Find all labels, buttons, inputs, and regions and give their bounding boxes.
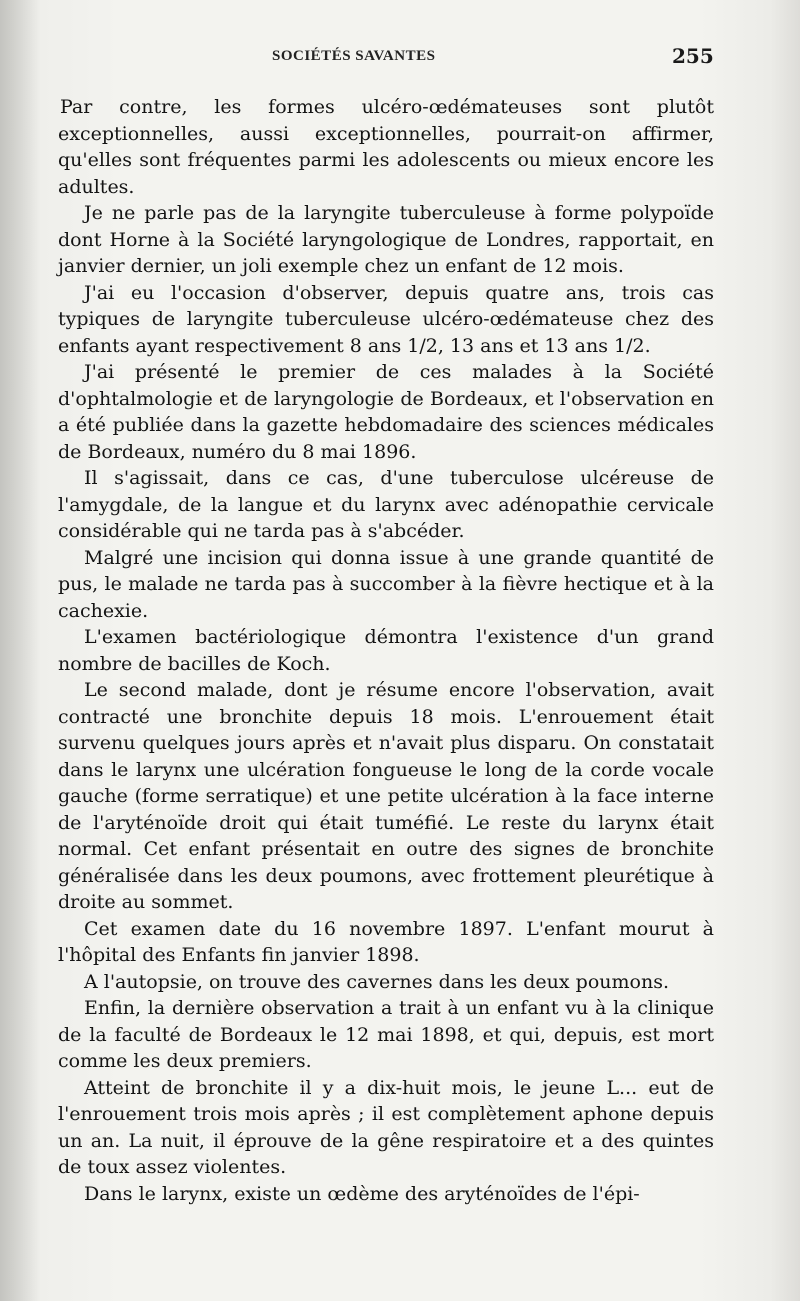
running-head: SOCIÉTÉS SAVANTES [272, 48, 436, 64]
page-header [0, 44, 800, 70]
paragraph: Le second malade, dont je résume encore l'observation, avait contracté une bronchite depuis 18 mois. L'enrouement était survenu quelques jours après et n'avait plus disparu. On constatait dans le larynx une ulcération fongueuse le long de la corde vocale gauche (forme serratique) et une petite ulcération à la face interne de l'aryténoïde droit qui était tuméfié. Le reste du larynx était normal. Cet enfant présentait en outre des signes de bronchite généralisée dans les deux poumons, avec frottement pleurétique à droite au sommet. [58, 679, 714, 913]
paragraph: Malgré une incision qui donna issue à une grande quantité de pus, le malade ne tarda pas à succomber à la fièvre hectique et à la cachexie. [58, 546, 714, 622]
scan-edge-shadow [0, 0, 40, 1301]
paragraph: A l'autopsie, on trouve des cavernes dans les deux poumons. [84, 970, 669, 993]
paragraph: J'ai eu l'occasion d'observer, depuis quatre ans, trois cas typiques de laryngite tuberculeuse ulcéro-œdémateuse chez des enfants ayant respectivement 8 ans 1/2, 13 ans et 13 ans 1/2. [58, 281, 714, 357]
page-number: 255 [672, 44, 714, 68]
paragraph: Atteint de bronchite il y a dix-huit mois, le jeune L... eut de l'enrouement trois mois après ; il est complètement aphone depuis un an. La nuit, il éprouve de la gêne respiratoire et a des quintes de toux assez violentes. [58, 1076, 714, 1178]
paragraph: Cet examen date du 16 novembre 1897. L'enfant mourut à l'hôpital des Enfants fin janvier 1898. [58, 917, 714, 966]
paragraph: Dans le larynx, existe un œdème des aryténoïdes de l'épi- [84, 1182, 640, 1205]
body-text [58, 94, 714, 1207]
paragraph: L'examen bactériologique démontra l'existence d'un grand nombre de bacilles de Koch. [58, 626, 714, 675]
paragraph: Par contre, les formes ulcéro-œdémateuses sont plutôt exceptionnelles, aussi exceptionnelles, pourrait-on affirmer, qu'elles sont fréquentes parmi les adolescents ou mieux encore les adultes. [58, 96, 714, 198]
paragraph: J'ai présenté le premier de ces malades à la Société d'ophtalmologie et de laryngologie de Bordeaux, et l'observation en a été publiée dans la gazette hebdomadaire des sciences médicales de Bordeaux, numéro du 8 mai 1896. [58, 361, 714, 463]
paragraph: Il s'agissait, dans ce cas, d'une tuberculose ulcéreuse de l'amygdale, de la langue et du larynx avec adénopathie cervicale considérable qui ne tarda pas à s'abcéder. [58, 467, 714, 542]
paragraph: Enfin, la dernière observation a trait à un enfant vu à la clinique de la faculté de Bordeaux le 12 mai 1898, et qui, depuis, est mort comme les deux premiers. [58, 997, 714, 1072]
paragraph: Je ne parle pas de la laryngite tuberculeuse à forme polypoïde dont Horne à la Société laryngologique de Londres, rapportait, en janvier dernier, un joli exemple chez un enfant de 12 mois. [58, 202, 714, 277]
